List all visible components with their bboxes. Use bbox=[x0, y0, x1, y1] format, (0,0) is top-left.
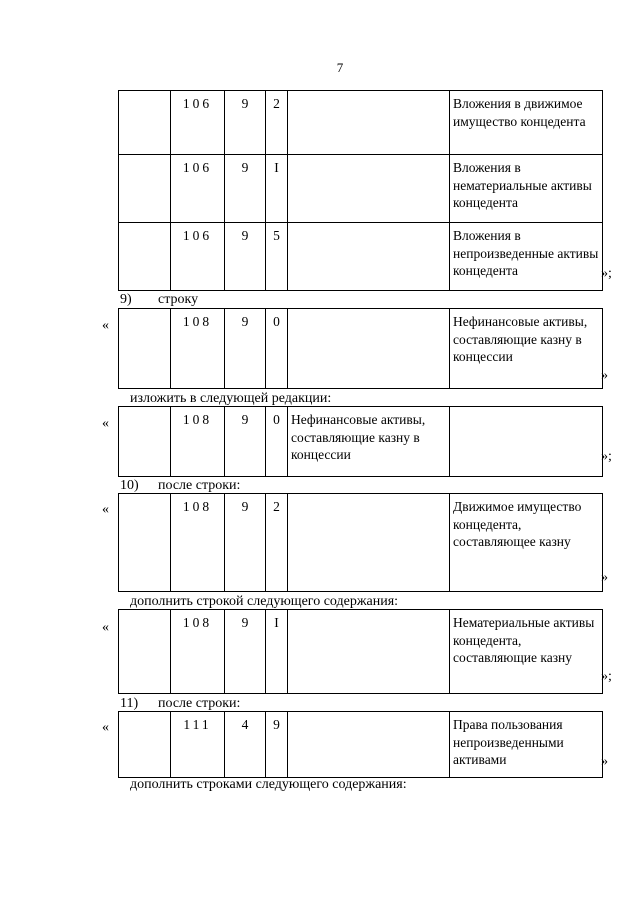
cell-group: 9 bbox=[225, 309, 266, 389]
cell-code: 106 bbox=[171, 223, 225, 291]
opening-quote: « bbox=[102, 416, 109, 431]
table-row bbox=[119, 407, 603, 477]
page-number: 7 bbox=[336, 60, 344, 75]
cell-text-left bbox=[288, 91, 450, 155]
cell-code: 108 bbox=[171, 610, 225, 694]
cell-code: 108 bbox=[171, 494, 225, 592]
cell-group: 4 bbox=[225, 712, 266, 778]
table-row bbox=[119, 712, 603, 778]
cell-text-left bbox=[288, 309, 450, 389]
cell-text-left bbox=[288, 712, 450, 778]
cell-group: 9 bbox=[225, 223, 266, 291]
table-row bbox=[119, 155, 603, 223]
cell-item: I bbox=[266, 610, 288, 694]
cell-code: 106 bbox=[171, 155, 225, 223]
cell-code: 106 bbox=[171, 91, 225, 155]
cell-empty bbox=[119, 91, 171, 155]
closing-quote: » bbox=[601, 368, 608, 383]
cell-item: 5 bbox=[266, 223, 288, 291]
cell-text-right bbox=[450, 407, 603, 477]
cell-text-right: Движимое имущество концедента, составляющее казну bbox=[450, 494, 603, 592]
cell-text-right: Вложения в движимое имущество концедента bbox=[450, 91, 603, 155]
opening-quote: « bbox=[102, 318, 109, 333]
table-a bbox=[118, 90, 603, 291]
cell-group: 9 bbox=[225, 407, 266, 477]
instruction-text: дополнить строками следующего содержания: bbox=[130, 777, 407, 792]
closing-quote: » bbox=[601, 570, 608, 585]
cell-text-left bbox=[288, 223, 450, 291]
cell-item: 2 bbox=[266, 91, 288, 155]
table-row bbox=[119, 223, 603, 291]
cell-text-left bbox=[288, 155, 450, 223]
closing-quote: »; bbox=[601, 266, 612, 281]
cell-code: 108 bbox=[171, 407, 225, 477]
instruction-text: изложить в следующей редакции: bbox=[130, 391, 332, 406]
cell-group: 9 bbox=[225, 494, 266, 592]
cell-empty bbox=[119, 610, 171, 694]
cell-code: 108 bbox=[171, 309, 225, 389]
cell-empty bbox=[119, 407, 171, 477]
opening-quote: « bbox=[102, 502, 109, 517]
instruction-text: дополнить строкой следующего содержания: bbox=[130, 594, 399, 609]
table-f bbox=[118, 711, 603, 778]
item-number: 10) bbox=[120, 478, 139, 493]
table-d bbox=[118, 493, 603, 592]
item-number: 11) bbox=[120, 696, 139, 711]
item-text: строку bbox=[158, 292, 199, 307]
cell-item: 9 bbox=[266, 712, 288, 778]
item-number: 9) bbox=[120, 292, 132, 307]
cell-text-left bbox=[288, 494, 450, 592]
cell-empty bbox=[119, 712, 171, 778]
cell-text-right: Права пользования непроизведенными активами bbox=[450, 712, 603, 778]
cell-empty bbox=[119, 494, 171, 592]
cell-text-right: Вложения в непроизведенные активы концедента bbox=[450, 223, 603, 291]
table-e bbox=[118, 609, 603, 694]
cell-text-left bbox=[288, 610, 450, 694]
table-b bbox=[118, 308, 603, 389]
table-c bbox=[118, 406, 603, 477]
cell-item: I bbox=[266, 155, 288, 223]
opening-quote: « bbox=[102, 620, 109, 635]
table-row bbox=[119, 91, 603, 155]
table-row bbox=[119, 610, 603, 694]
cell-text-right: Нематериальные активы концедента, составляющие казну bbox=[450, 610, 603, 694]
cell-item: 0 bbox=[266, 407, 288, 477]
cell-group: 9 bbox=[225, 155, 266, 223]
cell-text-left: Нефинансовые активы, составляющие казну в концессии bbox=[288, 407, 450, 477]
cell-text-right: Нефинансовые активы, составляющие казну в концессии bbox=[450, 309, 603, 389]
cell-empty bbox=[119, 309, 171, 389]
item-text: после строки: bbox=[158, 478, 241, 493]
cell-code: 111 bbox=[171, 712, 225, 778]
cell-group: 9 bbox=[225, 91, 266, 155]
closing-quote: » bbox=[601, 754, 608, 769]
cell-item: 2 bbox=[266, 494, 288, 592]
cell-empty bbox=[119, 155, 171, 223]
opening-quote: « bbox=[102, 720, 109, 735]
cell-empty bbox=[119, 223, 171, 291]
closing-quote: »; bbox=[601, 449, 612, 464]
closing-quote: »; bbox=[601, 669, 612, 684]
cell-text-right: Вложения в нематериальные активы концедента bbox=[450, 155, 603, 223]
item-text: после строки: bbox=[158, 696, 241, 711]
cell-item: 0 bbox=[266, 309, 288, 389]
cell-group: 9 bbox=[225, 610, 266, 694]
table-row bbox=[119, 494, 603, 592]
table-row bbox=[119, 309, 603, 389]
